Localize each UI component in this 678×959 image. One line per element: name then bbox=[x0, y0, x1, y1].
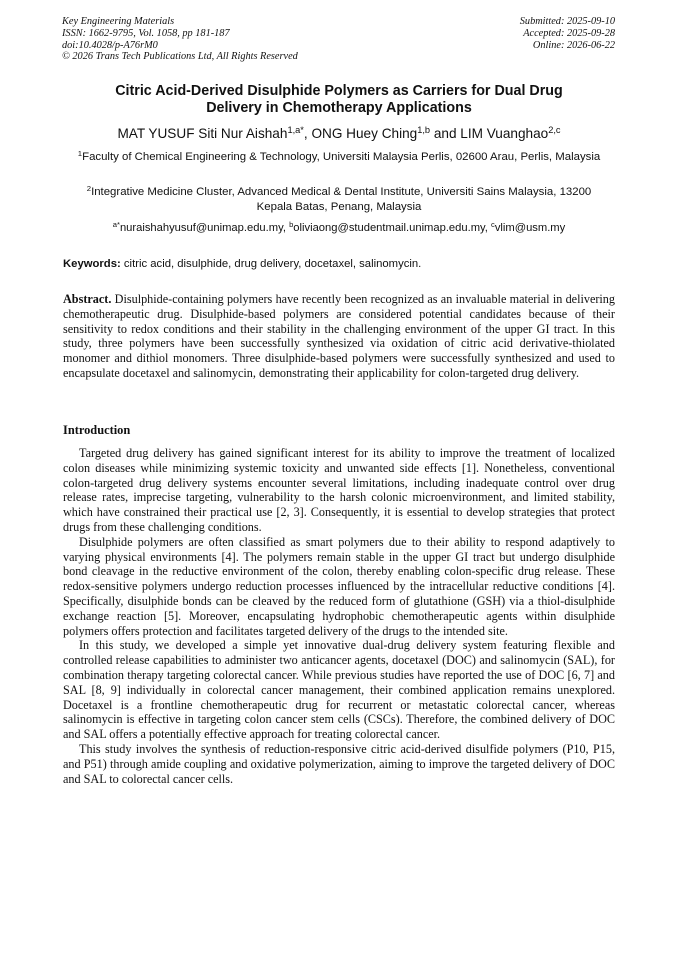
author-separator: and bbox=[430, 126, 461, 141]
doi-line: doi:10.4028/p-A76rM0 bbox=[62, 39, 158, 51]
abstract-label: Abstract. bbox=[63, 292, 112, 306]
affiliation-1-marker: 1 bbox=[77, 148, 83, 158]
email-3: vlim@usm.my bbox=[494, 222, 566, 234]
intro-paragraph: This study involves the synthesis of reduction-responsive citric acid-derived disulfide polymers (P10, P15, and P51) through amide coupling and oxidative polymerization, aiming to improve the targeted delivery of DOC and SAL to colorectal cancer cells. bbox=[63, 741, 615, 786]
section-heading-introduction: Introduction bbox=[63, 423, 131, 437]
keywords-text: citric acid, disulphide, drug delivery, docetaxel, salinomycin. bbox=[120, 258, 422, 270]
submitted-date: Submitted: 2025-09-10 bbox=[519, 16, 615, 27]
title-line-1: Citric Acid-Derived Disulphide Polymers as Carriers for Dual Drug bbox=[115, 83, 563, 99]
author-list bbox=[40, 125, 638, 142]
copyright-line: © 2026 Trans Tech Publications Ltd, All Rights Reserved bbox=[62, 51, 298, 63]
title-line-2: Delivery in Chemotherapy Applications bbox=[206, 100, 472, 116]
issn-line: ISSN: 1662-9795, Vol. 1058, pp 181-187 bbox=[62, 27, 230, 39]
author-1-affiliation: 1,a* bbox=[287, 124, 304, 135]
abstract bbox=[63, 292, 615, 381]
affiliation-2 bbox=[72, 185, 606, 215]
intro-paragraph: Targeted drug delivery has gained significant interest for its ability to improve the treatment of localized colon diseases while minimizing systemic toxicity and unwanted side effects [1]. Nonetheless, conventional colon-targeted drug delivery systems encounter several limitations, including inadequate control over drug release rates, imprecise targeting, vulnerability to the harsh colonic microenvironment, and limited stability, which have constrained their practical use [2, 3]. Consequently, it is essential to develop strategies that protect drugs from these challenging conditions. bbox=[63, 446, 615, 534]
abstract-paragraph bbox=[63, 292, 615, 381]
author-2-affiliation: 1,b bbox=[417, 124, 431, 135]
email-1: nuraishahyusuf@unimap.edu.my, bbox=[119, 222, 290, 234]
intro-paragraph: In this study, we developed a simple yet innovative dual-drug delivery system featuring flexible and controlled release capabilities to administer two anticancer agents, docetaxel (DOC) and salinomycin (SAL), for combination therapy targeting colorectal cancer. While previous studies have reported the use of DOC [6, 7] and SAL [8, 9] individually in colorectal cancer management, their combined application remains unexplored. Docetaxel is a frontline chemotherapeutic drug for recurrent or metastatic colorectal cancer, whereas salinomycin is effective in targeting colon cancer stem cells (CSCs). Therefore, the combined delivery of DOC and SAL offers a potentially effective approach for treating colorectal cancer. bbox=[63, 638, 615, 742]
email-2: oliviaong@studentmail.unimap.edu.my, bbox=[293, 222, 492, 234]
affiliation-2-text: Integrative Medicine Cluster, Advanced Medical & Dental Institute, Universiti Sains Malaysia, 13200 Kepala Batas, Penang, Malaysia bbox=[91, 186, 592, 214]
email-2-marker: b bbox=[289, 219, 294, 229]
author-2: ONG Huey Ching bbox=[311, 126, 418, 141]
journal-header-left bbox=[62, 16, 298, 63]
affiliation-1-text: Faculty of Chemical Engineering & Technology, Universiti Malaysia Perlis, 02600 Arau, Perlis, Malaysia bbox=[82, 151, 601, 163]
intro-paragraph: Disulphide polymers are often classified as smart polymers due to their ability to respond adaptively to varying physical environments [4]. The polymers remain stable in the upper GI tract but undergo disulphide bond cleavage in the reductive environment of the colon, thereby enabling colon-specific drug release. These redox-sensitive polymers undergo reduction processes influenced by the intracellular reductive conditions [4]. Specifically, disulphide bonds can be cleaved by the reduced form of glutathione (GSH) via a thiol-disulphide exchange reaction [5]. Moreover, encapsulating hydrophobic chemotherapeutic agents within disulphide polymers offers protection and facilitates targeted delivery of the drugs to the intended site. bbox=[63, 534, 615, 638]
author-3-affiliation: 2,c bbox=[548, 124, 561, 135]
author-emails bbox=[40, 221, 638, 235]
affiliation-1 bbox=[72, 150, 606, 165]
email-3-marker: c bbox=[491, 219, 495, 229]
keywords bbox=[63, 257, 421, 271]
author-3: LIM Vuanghao bbox=[460, 126, 549, 141]
paper-title bbox=[80, 83, 598, 117]
accepted-date: Accepted: 2025-09-28 bbox=[523, 27, 615, 39]
email-1-marker: a* bbox=[112, 219, 120, 229]
online-date: Online: 2026-06-22 bbox=[532, 39, 615, 51]
journal-header-right bbox=[520, 16, 615, 51]
introduction-body bbox=[63, 446, 615, 786]
abstract-text: Disulphide-containing polymers have recently been recognized as an invaluable material in delivering chemotherapeutic drug. Disulphide-based polymers are considered potential candidates because of their sensitivity to redox conditions and their stability in the challenging environment of the upper GI tract. In this study, three polymers have been successfully synthesized via oxidation of citric acid derivative-thiolated monomer and dithiol monomers. Three disulphide-based polymers were successfully synthesized and used to encapsulate docetaxel and salinomycin, demonstrating their applicability for colon-targeted drug delivery. bbox=[63, 292, 615, 380]
affiliation-2-marker: 2 bbox=[86, 183, 92, 193]
author-separator: , bbox=[303, 126, 312, 141]
journal-name: Key Engineering Materials bbox=[62, 16, 175, 27]
author-1: MAT YUSUF Siti Nur Aishah bbox=[117, 126, 288, 141]
keywords-label: Keywords: bbox=[63, 258, 121, 270]
